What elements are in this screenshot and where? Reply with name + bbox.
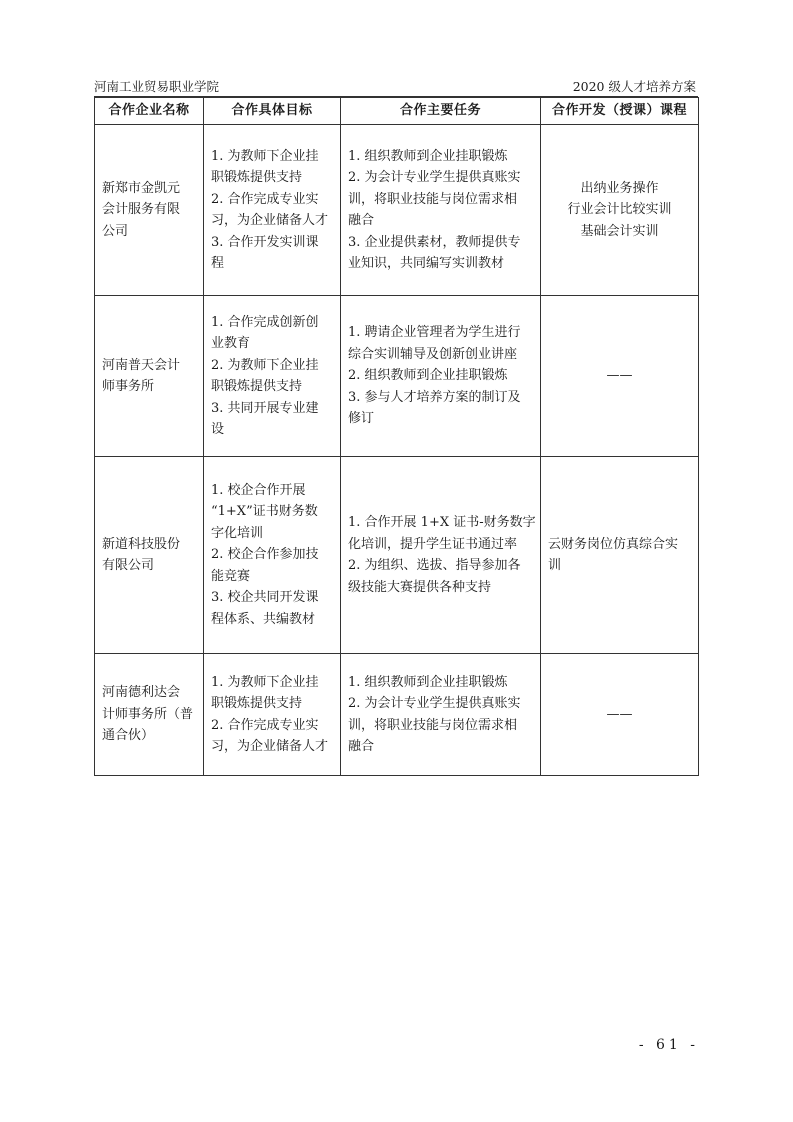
goal-line: 能竞赛	[211, 568, 251, 584]
company-cell	[95, 125, 204, 296]
task-line: 业知识，共同编写实训教材	[348, 256, 505, 271]
column-header-courses: 合作开发（授课）课程	[541, 98, 699, 125]
goal-line: 职锻炼提供支持	[211, 170, 303, 185]
goal-line: 程	[211, 256, 225, 271]
goals-cell	[204, 457, 341, 654]
task-line: 融合	[348, 739, 375, 754]
task-line: 综合实训辅导及创新创业讲座	[348, 346, 518, 362]
goal-line: 程体系、共编教材	[211, 611, 316, 627]
goal-line: 1. 校企合作开展	[211, 482, 306, 498]
goal-line: 2. 合作完成专业实	[211, 191, 319, 207]
goal-line: 2. 校企合作参加技	[211, 547, 319, 563]
courses-cell	[541, 125, 699, 296]
course-line: 云财务岗位仿真综合实	[548, 536, 679, 552]
goal-line: 职锻炼提供支持	[211, 696, 303, 711]
task-line: 2. 为组织、选拔、指导参加各	[348, 558, 521, 573]
table-header-row	[95, 98, 699, 125]
tasks-cell	[341, 654, 541, 776]
page-header	[94, 76, 698, 97]
task-line: 3. 参与人才培养方案的制订及	[348, 389, 521, 405]
company-line: 新道科技股份	[102, 536, 181, 552]
goal-line: 业教育	[211, 336, 251, 351]
goals-cell	[204, 125, 341, 296]
goals-cell	[204, 296, 341, 457]
company-cell	[95, 296, 204, 457]
task-line: 融合	[348, 213, 375, 228]
company-line: 通合伙）	[102, 728, 155, 744]
table-row	[95, 457, 699, 654]
goal-line: 字化培训	[211, 525, 264, 541]
course-line: ——	[606, 706, 633, 722]
task-line: 1. 组织教师到企业挂职锻炼	[348, 148, 508, 164]
task-line: 1. 聘请企业管理者为学生进行	[348, 325, 521, 341]
company-cell	[95, 654, 204, 776]
goal-line: “1+X”证书财务数	[211, 504, 318, 520]
task-line: 级技能大赛提供各种支持	[348, 579, 492, 595]
column-header-company: 合作企业名称	[95, 98, 204, 125]
goal-line: 3. 共同开展专业建	[211, 400, 319, 416]
task-line: 训，将职业技能与岗位需求相	[348, 717, 518, 733]
task-line: 3. 企业提供素材，教师提供专	[348, 234, 521, 250]
goal-line: 1. 为教师下企业挂	[211, 674, 319, 690]
task-line: 训，将职业技能与岗位需求相	[348, 191, 518, 207]
goal-line: 3. 校企共同开发课	[211, 590, 319, 606]
cooperation-table	[94, 97, 699, 776]
courses-cell	[541, 654, 699, 776]
goal-line: 职锻炼提供支持	[211, 379, 303, 394]
goal-line: 习，为企业储备人才	[211, 213, 329, 228]
course-line: 训	[548, 558, 562, 573]
tasks-cell	[341, 296, 541, 457]
page-number: - 61 -	[638, 1037, 699, 1053]
course-line: 基础会计实训	[580, 223, 659, 239]
school-name: 河南工业贸易职业学院	[94, 79, 220, 94]
course-line: 行业会计比较实训	[567, 202, 672, 218]
goal-line: 习，为企业储备人才	[211, 739, 329, 754]
goal-line: 设	[211, 422, 225, 437]
goal-line: 2. 合作完成专业实	[211, 717, 319, 733]
courses-cell	[541, 457, 699, 654]
company-line: 河南普天会计	[102, 357, 181, 373]
column-header-tasks: 合作主要任务	[341, 98, 541, 125]
tasks-cell	[341, 457, 541, 654]
goal-line: 3. 合作开发实训课	[211, 234, 319, 250]
table-row	[95, 296, 699, 457]
table-row	[95, 654, 699, 776]
task-line: 2. 为会计专业学生提供真账实	[348, 170, 521, 185]
task-line: 1. 组织教师到企业挂职锻炼	[348, 674, 508, 690]
company-line: 有限公司	[102, 558, 155, 573]
course-line: 出纳业务操作	[580, 180, 659, 196]
courses-cell	[541, 296, 699, 457]
goals-cell	[204, 654, 341, 776]
company-line: 师事务所	[102, 379, 155, 394]
company-line: 会计服务有限	[102, 202, 181, 218]
tasks-cell	[341, 125, 541, 296]
task-line: 修订	[348, 411, 375, 427]
company-line: 新郑市金凯元	[102, 180, 181, 196]
task-line: 化培训，提升学生证书通过率	[348, 536, 518, 552]
goal-line: 1. 为教师下企业挂	[211, 148, 319, 164]
task-line: 1. 合作开展 1+X 证书-财务数字	[348, 515, 536, 530]
company-line: 计师事务所（普	[102, 706, 194, 722]
goal-line: 2. 为教师下企业挂	[211, 357, 319, 373]
company-line: 公司	[102, 223, 129, 239]
goal-line: 1. 合作完成创新创	[211, 314, 319, 330]
task-line: 2. 为会计专业学生提供真账实	[348, 696, 521, 711]
company-cell	[95, 457, 204, 654]
company-line: 河南德利达会	[102, 685, 181, 701]
task-line: 2. 组织教师到企业挂职锻炼	[348, 368, 508, 384]
program-title: 2020 级人才培养方案	[572, 79, 696, 94]
course-line: ——	[606, 368, 633, 384]
table-row	[95, 125, 699, 296]
column-header-goals: 合作具体目标	[204, 98, 341, 125]
